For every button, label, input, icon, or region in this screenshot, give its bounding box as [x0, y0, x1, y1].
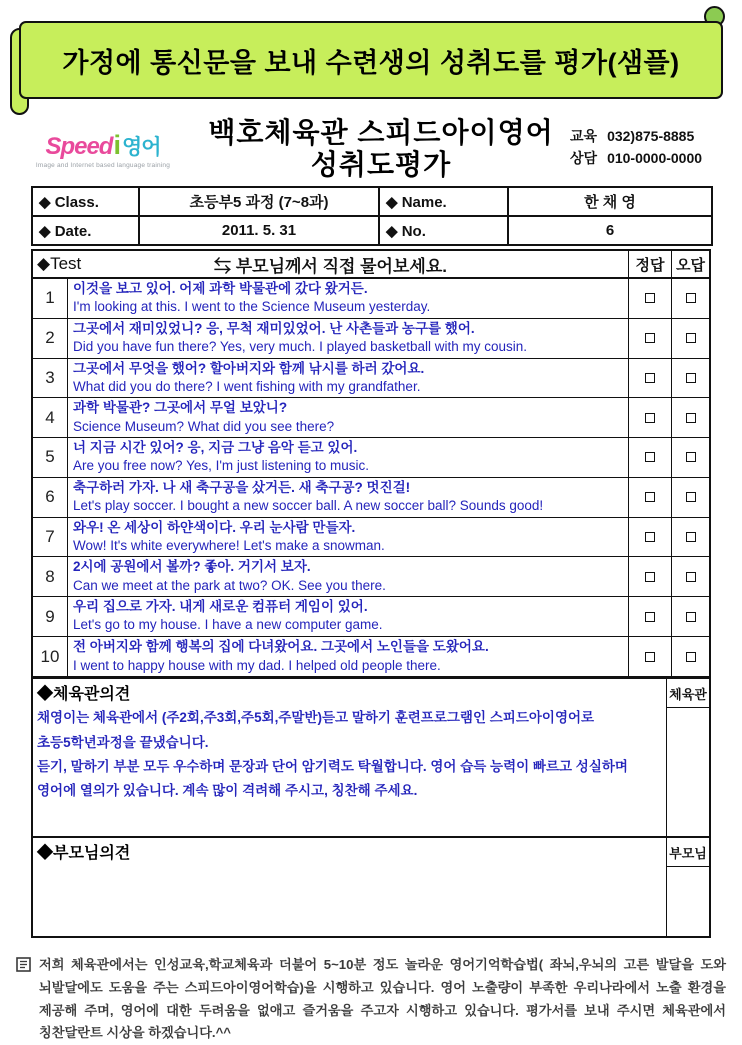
question-number: 5	[33, 438, 68, 477]
parent-stamp-label: 부모님	[667, 838, 709, 867]
wrong-checkbox[interactable]	[686, 492, 696, 502]
correct-checkbox[interactable]	[645, 452, 655, 462]
page-title-line1: 백호체육관 스피드아이영어	[208, 117, 554, 148]
student-info-table	[31, 186, 713, 246]
question-korean: 과학 박물관? 그곳에서 무얼 보았니?	[73, 400, 288, 416]
question-korean: 와우! 온 세상이 하얀색이다. 우리 눈사람 만들자.	[73, 519, 356, 535]
wrong-checkbox[interactable]	[686, 612, 696, 622]
contact-consult	[570, 148, 728, 170]
wrong-cell	[671, 279, 709, 318]
gym-stamp-label: 체육관	[667, 679, 709, 708]
question-text	[68, 438, 628, 477]
question-number: 6	[33, 478, 68, 517]
wrong-cell	[671, 478, 709, 517]
question-text	[68, 478, 628, 517]
table-row	[32, 216, 712, 245]
correct-checkbox[interactable]	[645, 652, 655, 662]
question-english: Let's play soccer. I bought a new soccer ball. A new soccer ball? Sounds good!	[73, 498, 544, 514]
correct-cell	[628, 319, 671, 358]
test-row	[33, 359, 709, 399]
header	[0, 114, 742, 186]
test-row	[33, 438, 709, 478]
question-english: Are you free now? Yes, I'm just listening to music.	[73, 458, 369, 474]
logo-tagline: Image and Internet based language training	[35, 162, 171, 169]
banner-plate	[19, 21, 723, 99]
test-row	[33, 398, 709, 438]
parent-opinion-title: ◆부모님의견	[37, 845, 131, 863]
question-korean: 우리 집으로 가자. 내게 새로운 컴퓨터 게임이 있어.	[73, 599, 368, 615]
contact-education-label: 교육	[570, 128, 598, 144]
wrong-checkbox[interactable]	[686, 413, 696, 423]
test-row	[33, 478, 709, 518]
question-text	[68, 518, 628, 557]
correct-checkbox[interactable]	[645, 532, 655, 542]
parent-stamp-column	[666, 838, 709, 936]
footer-text: 저희 체육관에서는 인성교육,학교체육과 더불어 5~10분 정도 놀라운 영어기억학습법( 좌뇌,우뇌의 고른 발달을 도와 뇌발달에도 도움을 주는 스피드아이영어학습)을 시행하고 있습니다. 영어 노출량이 부족한 우리나라에서 노출 환경을 제공해 주며, 영어에 대한 두려움을 없애고 즐거움을 주고자 시행하고 있습니다. 평가서를 보내 주시면 체육관에서 칭찬달란트 시상을 하겠습니다.^^	[39, 957, 726, 1041]
contact-education-phone: 032)875-8885	[607, 128, 695, 144]
page-title	[192, 116, 570, 182]
logo-wordmark	[14, 130, 192, 161]
speed-i-english-logo	[14, 116, 192, 182]
correct-checkbox[interactable]	[645, 413, 655, 423]
wrong-checkbox[interactable]	[686, 373, 696, 383]
contact-info	[570, 116, 728, 182]
banner-title: 가정에 통신문을 보내 수련생의 성취도를 평가(샘플)	[62, 47, 680, 78]
wrong-checkbox[interactable]	[686, 652, 696, 662]
correct-cell	[628, 438, 671, 477]
correct-checkbox[interactable]	[645, 373, 655, 383]
question-english: Science Museum? What did you see there?	[73, 418, 335, 434]
question-text	[68, 637, 628, 676]
date-label: ◆ Date.	[32, 216, 139, 245]
note-icon	[16, 954, 32, 1045]
correct-cell	[628, 597, 671, 636]
wrong-checkbox[interactable]	[686, 333, 696, 343]
wrong-column-header: 오답	[671, 251, 709, 277]
wrong-cell	[671, 319, 709, 358]
gym-opinion-paragraph: 채영이는 체육관에서 (주2회,주3회,주5회,주말반)듣고 말하기 훈련프로그램인 스피드아이영어로 초등5학년과정을 끝냈습니다.	[37, 710, 595, 750]
question-korean: 이것을 보고 있어. 어제 과학 박물관에 갔다 왔거든.	[73, 281, 368, 296]
wrong-checkbox[interactable]	[686, 452, 696, 462]
question-english: Can we meet at the park at two? OK. See you there.	[73, 577, 386, 593]
test-header-left	[33, 251, 628, 277]
name-value: 한 채 영	[508, 187, 712, 216]
question-korean: 2시에 공원에서 볼까? 좋아. 거기서 보자.	[73, 559, 311, 575]
question-number: 2	[33, 319, 68, 358]
contact-education	[570, 126, 728, 148]
correct-cell	[628, 557, 671, 596]
question-korean: 그곳에서 재미있었니? 응, 무척 재미있었어. 난 사촌들과 농구를 했어.	[73, 320, 475, 336]
logo-i-figure: i	[113, 130, 121, 160]
gym-opinion-paragraph: 듣기, 말하기 부분 모두 우수하며 문장과 단어 암기력도 탁월합니다. 영어 습득 능력이 빠르고 성실하며 영어에 열의가 있습니다. 계속 많이 격려해 주시고, 칭찬해 주세요.	[37, 758, 628, 799]
wrong-cell	[671, 359, 709, 398]
test-row	[33, 319, 709, 359]
wrong-cell	[671, 518, 709, 557]
parent-opinion-section	[33, 836, 709, 936]
wrong-cell	[671, 637, 709, 676]
wrong-cell	[671, 398, 709, 437]
correct-cell	[628, 518, 671, 557]
test-row	[33, 637, 709, 676]
question-english: What did you do there? I went fishing with my grandfather.	[73, 378, 421, 394]
page-title-line2: 성취도평가	[310, 149, 452, 181]
gym-opinion-title: ◆체육관의견	[37, 686, 131, 704]
main-table	[31, 249, 711, 938]
banner	[0, 0, 742, 114]
question-english: Wow! It's white everywhere! Let's make a snowman.	[73, 537, 385, 553]
date-value: 2011. 5. 31	[139, 216, 379, 245]
question-number: 7	[33, 518, 68, 557]
footer-note	[16, 954, 726, 1045]
class-value: 초등부5 과정 (7~8과)	[139, 187, 379, 216]
class-label: ◆ Class.	[32, 187, 139, 216]
question-english: Let's go to my house. I have a new computer game.	[73, 617, 383, 633]
question-korean: 전 아버지와 함께 행복의 집에 다녀왔어요. 그곳에서 노인들을 도왔어요.	[73, 638, 489, 654]
test-row	[33, 597, 709, 637]
wrong-cell	[671, 597, 709, 636]
question-number: 9	[33, 597, 68, 636]
correct-cell	[628, 398, 671, 437]
correct-column-header: 정답	[628, 251, 671, 277]
test-section-title: ◆Test	[37, 254, 82, 273]
name-label: ◆ Name.	[379, 187, 508, 216]
wrong-cell	[671, 557, 709, 596]
test-row	[33, 279, 709, 319]
correct-cell	[628, 637, 671, 676]
table-row	[32, 187, 712, 216]
gym-opinion-body	[33, 679, 666, 836]
wrong-checkbox[interactable]	[686, 532, 696, 542]
correct-checkbox[interactable]	[645, 492, 655, 502]
no-label: ◆ No.	[379, 216, 508, 245]
wrong-checkbox[interactable]	[686, 293, 696, 303]
no-value: 6	[508, 216, 712, 245]
test-row	[33, 557, 709, 597]
question-korean: 그곳에서 무엇을 했어? 할아버지와 함께 낚시를 하러 갔어요.	[73, 360, 425, 376]
question-text	[68, 557, 628, 596]
gym-opinion-content	[37, 706, 662, 803]
question-text	[68, 279, 628, 318]
question-english: I'm looking at this. I went to the Science Museum yesterday.	[73, 299, 431, 315]
contact-consult-label: 상담	[570, 149, 598, 166]
gym-opinion-section	[33, 676, 709, 836]
question-number: 4	[33, 398, 68, 437]
contact-consult-phone: 010-0000-0000	[607, 149, 703, 166]
question-korean: 너 지금 시간 있어? 응, 지금 그냥 음악 듣고 있어.	[73, 440, 358, 456]
gym-stamp-column	[666, 679, 709, 836]
question-number: 10	[33, 637, 68, 676]
test-header	[33, 251, 709, 279]
test-instruction: ⇆ 부모님께서 직접 물어보세요.	[214, 256, 447, 276]
question-number: 1	[33, 279, 68, 318]
question-text	[68, 597, 628, 636]
correct-cell	[628, 279, 671, 318]
test-rows	[33, 279, 709, 676]
question-text	[68, 359, 628, 398]
question-text	[68, 398, 628, 437]
question-english: Did you have fun there? Yes, very much. I played basketball with my cousin.	[73, 338, 527, 354]
question-text	[68, 319, 628, 358]
correct-cell	[628, 359, 671, 398]
correct-checkbox[interactable]	[645, 333, 655, 343]
wrong-checkbox[interactable]	[686, 572, 696, 582]
parent-opinion-body	[33, 838, 666, 936]
question-number: 3	[33, 359, 68, 398]
correct-checkbox[interactable]	[645, 293, 655, 303]
correct-checkbox[interactable]	[645, 572, 655, 582]
test-row	[33, 518, 709, 558]
correct-checkbox[interactable]	[645, 612, 655, 622]
question-english: I went to happy house with my dad. I helped old people there.	[73, 657, 441, 673]
logo-korean-text: 영어	[121, 136, 161, 159]
wrong-cell	[671, 438, 709, 477]
logo-speed-text: Speed	[45, 133, 113, 160]
question-number: 8	[33, 557, 68, 596]
correct-cell	[628, 478, 671, 517]
question-korean: 축구하러 가자. 나 새 축구공을 샀거든. 새 축구공? 멋진걸!	[73, 479, 411, 495]
